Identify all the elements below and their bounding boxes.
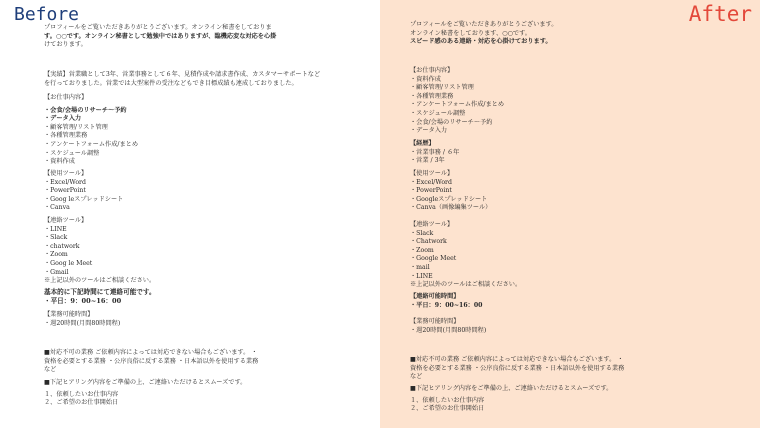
before-contact-tool-item: ・Goog le Meet xyxy=(44,259,93,267)
after-contact-hours: ・平日：9：00~16：00 xyxy=(410,301,483,309)
before-hours-section xyxy=(44,288,156,305)
before-work-item: ・各種管理業務 xyxy=(44,132,88,140)
before-hours-line: ・平日：9：00~16：00 xyxy=(44,296,122,305)
before-work-heading: 【お仕事内容】 xyxy=(44,94,88,101)
after-label: After xyxy=(688,2,752,26)
after-contact-tool-item: ・Chatwork xyxy=(410,238,447,246)
before-work-item: ・顧客管理/リスト管理 xyxy=(44,123,108,131)
before-ng-line: など xyxy=(44,366,57,374)
after-contact-tool-item: ・Zoom xyxy=(410,246,434,254)
after-work-item: ・顧客管理/リスト管理 xyxy=(410,84,474,92)
after-work-item: ・アンケートフォーム作成/まとめ xyxy=(410,101,505,109)
after-contact-tool-item: ・Google Meet xyxy=(410,255,457,263)
after-contact-hours-section xyxy=(410,293,482,310)
after-work-section xyxy=(410,67,504,136)
before-work-item: ・データ入力 xyxy=(44,115,82,123)
before-intro-line: プロフィールをご覧いただきありがとうございます。オンライン秘書をしておりま xyxy=(44,24,272,31)
before-work-section xyxy=(44,94,138,167)
after-career-item: ・営業事務 / ６年 xyxy=(410,148,460,156)
before-label: Before xyxy=(14,4,80,25)
after-tool-item: ・PowerPoint xyxy=(410,187,452,195)
before-contact-tool-item: ・chatwork xyxy=(44,242,80,250)
before-ng-section xyxy=(44,349,258,375)
before-contact-tool-item: ・Slack xyxy=(44,234,68,242)
after-ng-section xyxy=(410,356,624,382)
after-ng-line: ■対応不可の業務 ご依頼内容によっては対応できない場合もございます。 ・ xyxy=(410,356,624,363)
after-work-time: ・週20時間(月間80時間程) xyxy=(410,326,487,334)
after-intro-bold: スピード感のある連絡・対応を心掛けております。 xyxy=(410,38,552,46)
after-intro-line: プロフィールをご覧いただきありがとうございます。 xyxy=(410,21,558,28)
before-hours-line: 基本的に下記時間にて連絡可能です。 xyxy=(44,288,156,296)
after-work-item: ・スケジュール調整 xyxy=(410,109,466,117)
before-contact-tools-heading: 【連絡ツール】 xyxy=(44,217,88,224)
before-contact-tools-note: ※上記以外のツールはご相談ください。 xyxy=(44,277,156,285)
before-work-item: ・会食/会場のリサーチ～予約 xyxy=(44,106,127,114)
after-tools-section xyxy=(410,170,491,213)
before-work-item: ・資料作成 xyxy=(44,158,75,166)
before-tools-heading: 【使用ツール】 xyxy=(44,170,88,177)
before-work-time-section xyxy=(44,311,120,328)
after-intro-line: オンライン秘書をしております、○○です。 xyxy=(410,29,531,37)
before-intro-line: す。○○です。オンライン秘書として勉強中ではありますが、臨機応変な対応を心掛 xyxy=(44,32,277,40)
before-results-line: 【実績】営業職として3年、営業事務として６年、見積作成や請求書作成、カスタマーサポートなど xyxy=(44,71,321,78)
after-contact-tools-heading: 【連絡ツール】 xyxy=(410,221,454,228)
after-work-item: ・各種管理業務 xyxy=(410,92,454,100)
after-career-section xyxy=(410,140,459,166)
before-hearing-section xyxy=(44,379,246,408)
after-career-heading: 【経歴】 xyxy=(410,140,435,147)
after-tools-heading: 【使用ツール】 xyxy=(410,170,454,177)
after-contact-tool-item: ・LINE xyxy=(410,272,433,280)
before-tool-item: ・Goog leスプレッドシート xyxy=(44,195,124,203)
after-contact-tools-section xyxy=(410,221,521,290)
before-results xyxy=(44,71,320,88)
after-work-item: ・データ入力 xyxy=(410,127,448,135)
before-tool-item: ・Canva xyxy=(44,204,70,212)
after-contact-hours-heading: 【連絡可能時間】 xyxy=(410,293,460,300)
after-hearing-item: １、依頼したいお仕事内容 xyxy=(410,396,485,404)
after-ng-line: など xyxy=(410,373,423,381)
before-results-line: を行っておりました。営業では大型案件の受注などもでき目標成績も連成しておりました。 xyxy=(44,79,298,87)
after-work-time-section xyxy=(410,318,486,335)
before-tool-item: ・PowerPoint xyxy=(44,187,86,195)
after-work-heading: 【お仕事内容】 xyxy=(410,67,454,74)
before-ng-line: 資格を必要とする業務 ・公序良俗に反する業務 ・日本語以外を使用する業務 xyxy=(44,357,259,365)
before-contact-tool-item: ・Zoom xyxy=(44,251,68,259)
before-intro xyxy=(44,24,276,50)
before-contact-tool-item: ・Gmail xyxy=(44,268,69,276)
after-hearing-section xyxy=(410,385,612,414)
after-ng-line: 資格を必要とする業務 ・公序良俗に反する業務 ・日本語以外を使用する業務 xyxy=(410,364,625,372)
after-contact-tools-note: ※上記以外のツールはご相談ください。 xyxy=(410,281,522,289)
before-hearing-item: １、依頼したいお仕事内容 xyxy=(44,390,119,398)
before-work-item: ・スケジュール調整 xyxy=(44,149,100,157)
before-work-item: ・アンケートフォーム作成/まとめ xyxy=(44,140,139,148)
before-contact-tools-section xyxy=(44,217,155,286)
before-tool-item: ・Excel/Word xyxy=(44,178,86,186)
after-work-item: ・資料作成 xyxy=(410,75,441,83)
after-work-item: ・会食/会場のリサーチ～予約 xyxy=(410,118,493,126)
after-work-time-heading: 【業務可能時間】 xyxy=(410,318,460,325)
after-tool-item: ・Canva（画像編集ツール） xyxy=(410,204,492,212)
after-tool-item: ・Googleスプレッドシート xyxy=(410,195,488,203)
before-tools-section xyxy=(44,170,123,213)
after-intro xyxy=(410,21,557,47)
before-intro-line: けております。 xyxy=(44,41,87,49)
before-hearing-heading: ■下記ヒアリング内容をご準備の上、ご連絡いただけるとスムーズです。 xyxy=(44,379,247,386)
after-tool-item: ・Excel/Word xyxy=(410,178,452,186)
after-hearing-heading: ■下記ヒアリング内容をご準備の上、ご連絡いただけるとスムーズです。 xyxy=(410,385,613,392)
before-ng-line: ■対応不可の業務 ご依頼内容によっては対応できない場合もございます。 ・ xyxy=(44,349,258,356)
after-contact-tool-item: ・Slack xyxy=(410,229,434,237)
before-hearing-item: ２、ご希望のお仕事開始日 xyxy=(44,399,119,407)
after-hearing-item: ２、ご希望のお仕事開始日 xyxy=(410,405,485,413)
before-work-time-heading: 【業務可能時間】 xyxy=(44,311,94,318)
before-contact-tool-item: ・LINE xyxy=(44,225,67,233)
after-contact-tool-item: ・mail xyxy=(410,263,430,271)
after-panel xyxy=(380,0,760,428)
before-work-time: ・週20時間(月間80時間程) xyxy=(44,319,121,327)
after-career-item: ・営業 / 3年 xyxy=(410,157,445,165)
